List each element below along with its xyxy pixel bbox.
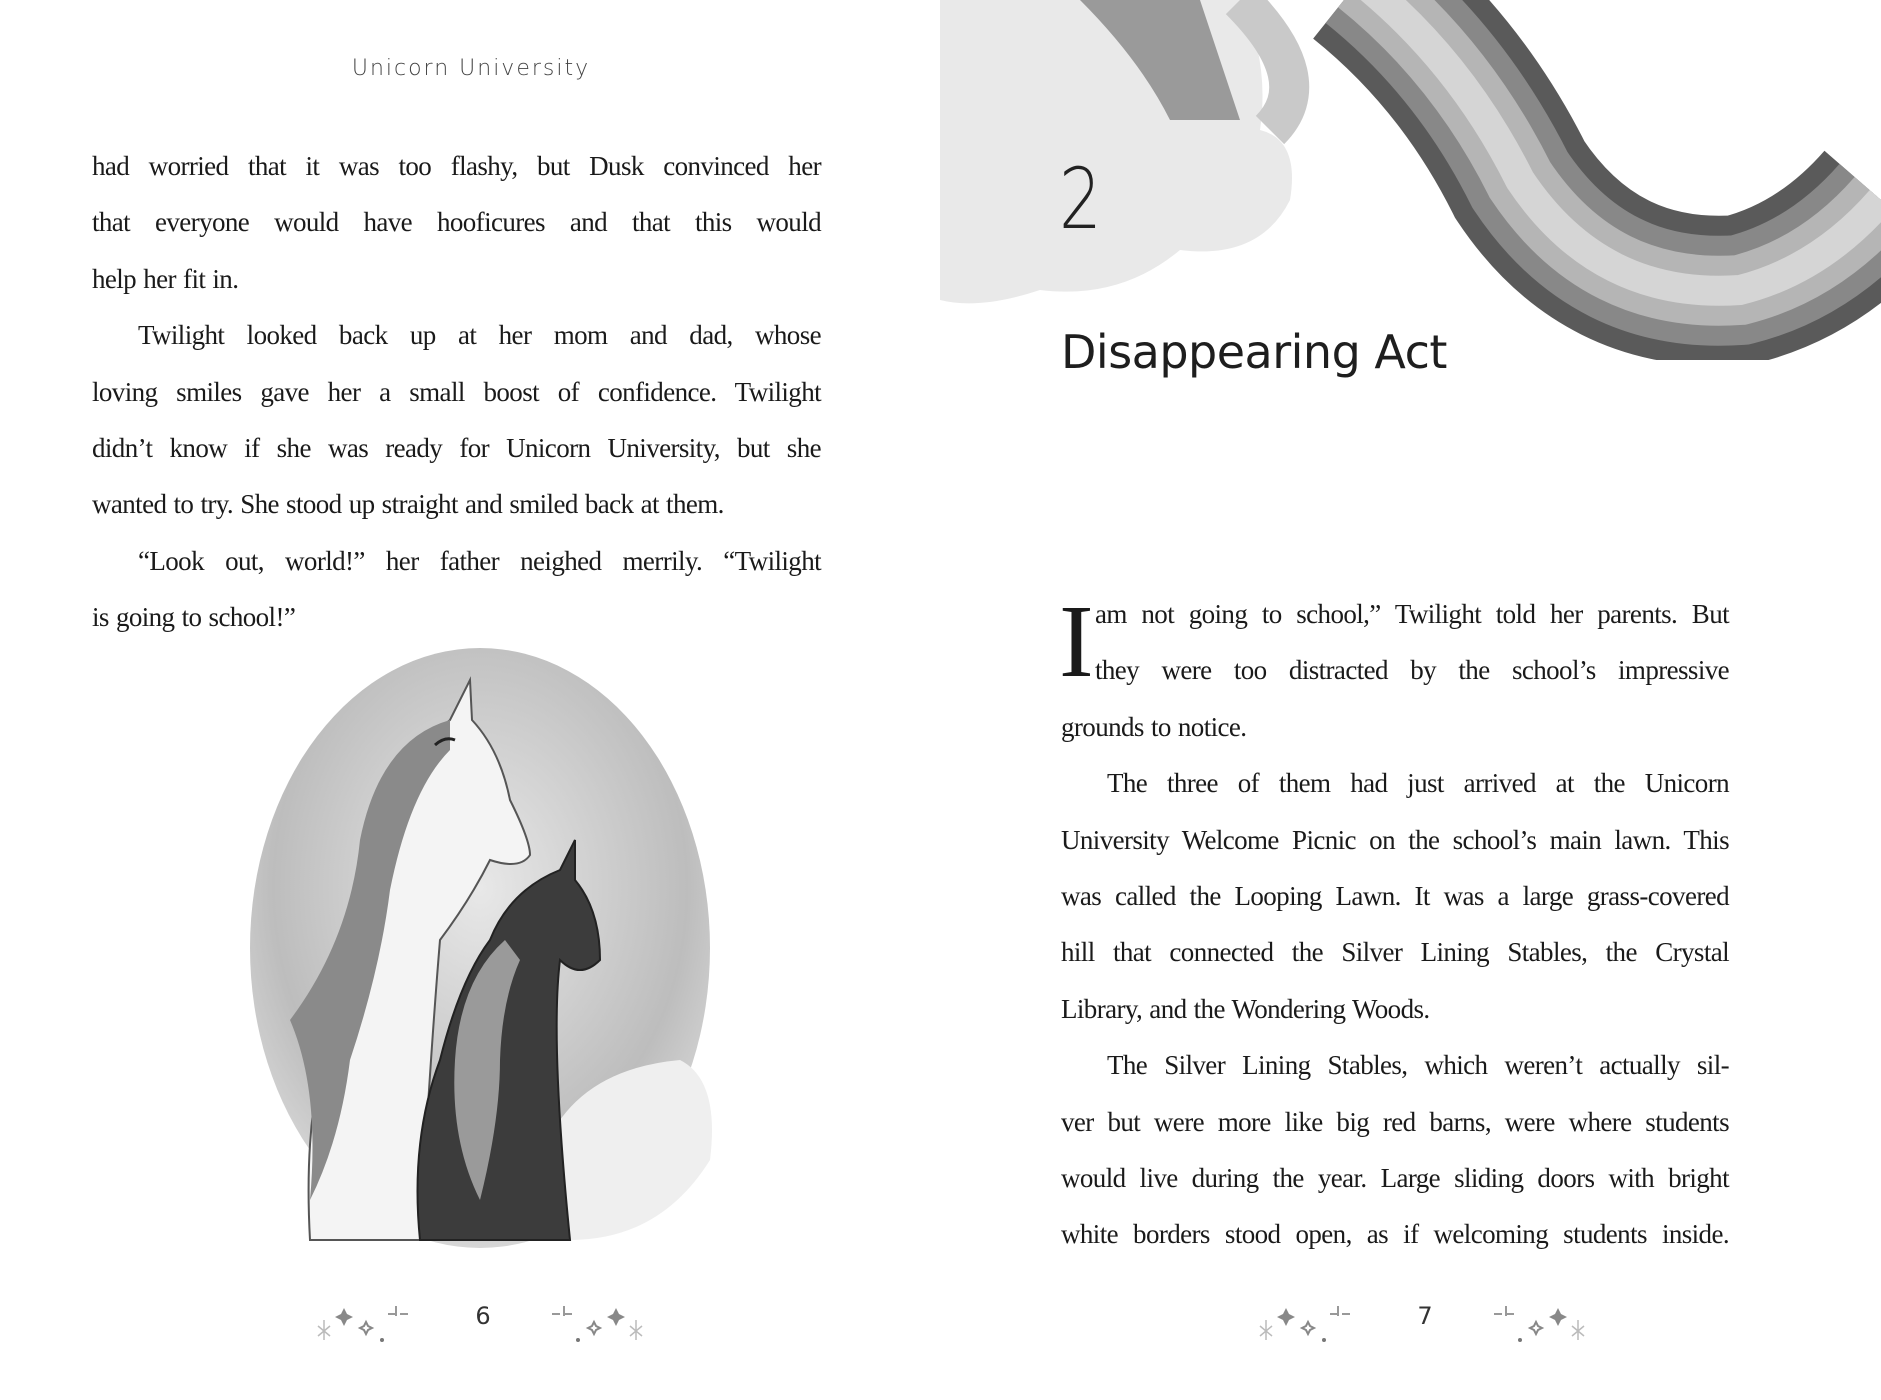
text-line: didn’t know if she was ready for Unicorn University, but she (92, 432, 821, 463)
text-line: Twilight looked back up at her mom and dad, whose (138, 320, 821, 351)
text-line: ver but were more like big red barns, were where students (1061, 1106, 1729, 1137)
drop-cap: I (1059, 584, 1094, 699)
page-number: 6 (475, 1302, 491, 1330)
unicorn-family-illustration (240, 640, 720, 1260)
text-line: is going to school!” (92, 602, 296, 633)
running-head: Unicorn University (351, 56, 591, 81)
text-line: wanted to try. She stood up straight and smiled back at them. (92, 489, 724, 520)
sparkles-decoration-right (1486, 1296, 1586, 1346)
text-line: grounds to notice. (1061, 711, 1247, 742)
left-page (0, 0, 940, 1400)
text-line: had worried that it was too flashy, but Dusk convinced her (92, 151, 821, 181)
page-number: 7 (1417, 1302, 1433, 1330)
text-line: The three of them had just arrived at the Unicorn (1107, 768, 1729, 799)
chapter-number: 2 (1059, 150, 1102, 248)
chapter-title: Disappearing Act (1061, 325, 1447, 379)
text-line: they were too distracted by the school’s impressive (1095, 655, 1729, 686)
text-line: University Welcome Picnic on the school’s main lawn. This (1061, 824, 1729, 855)
body-text (1061, 586, 1729, 1263)
text-line: loving smiles gave her a small boost of confidence. Twilight (92, 376, 821, 407)
text-line: help her fit in. (92, 263, 239, 294)
body-text (92, 138, 821, 646)
text-line: was called the Looping Lawn. It was a large grass-covered (1061, 880, 1729, 911)
sparkles-decoration-right (544, 1296, 644, 1346)
text-line: hill that connected the Silver Lining Stables, the Crystal (1061, 937, 1729, 968)
text-line: am not going to school,” Twilight told her parents. But (1095, 599, 1729, 629)
text-line: The Silver Lining Stables, which weren’t actually sil- (1107, 1050, 1729, 1081)
text-line: that everyone would have hooficures and that this would (92, 207, 821, 238)
text-line: white borders stood open, as if welcoming students inside. (1061, 1219, 1729, 1250)
text-line: would live during the year. Large sliding doors with bright (1061, 1162, 1729, 1193)
right-page (940, 0, 1881, 1400)
text-line: “Look out, world!” her father neighed merrily. “Twilight (138, 545, 821, 576)
text-line: Library, and the Wondering Woods. (1061, 993, 1430, 1024)
